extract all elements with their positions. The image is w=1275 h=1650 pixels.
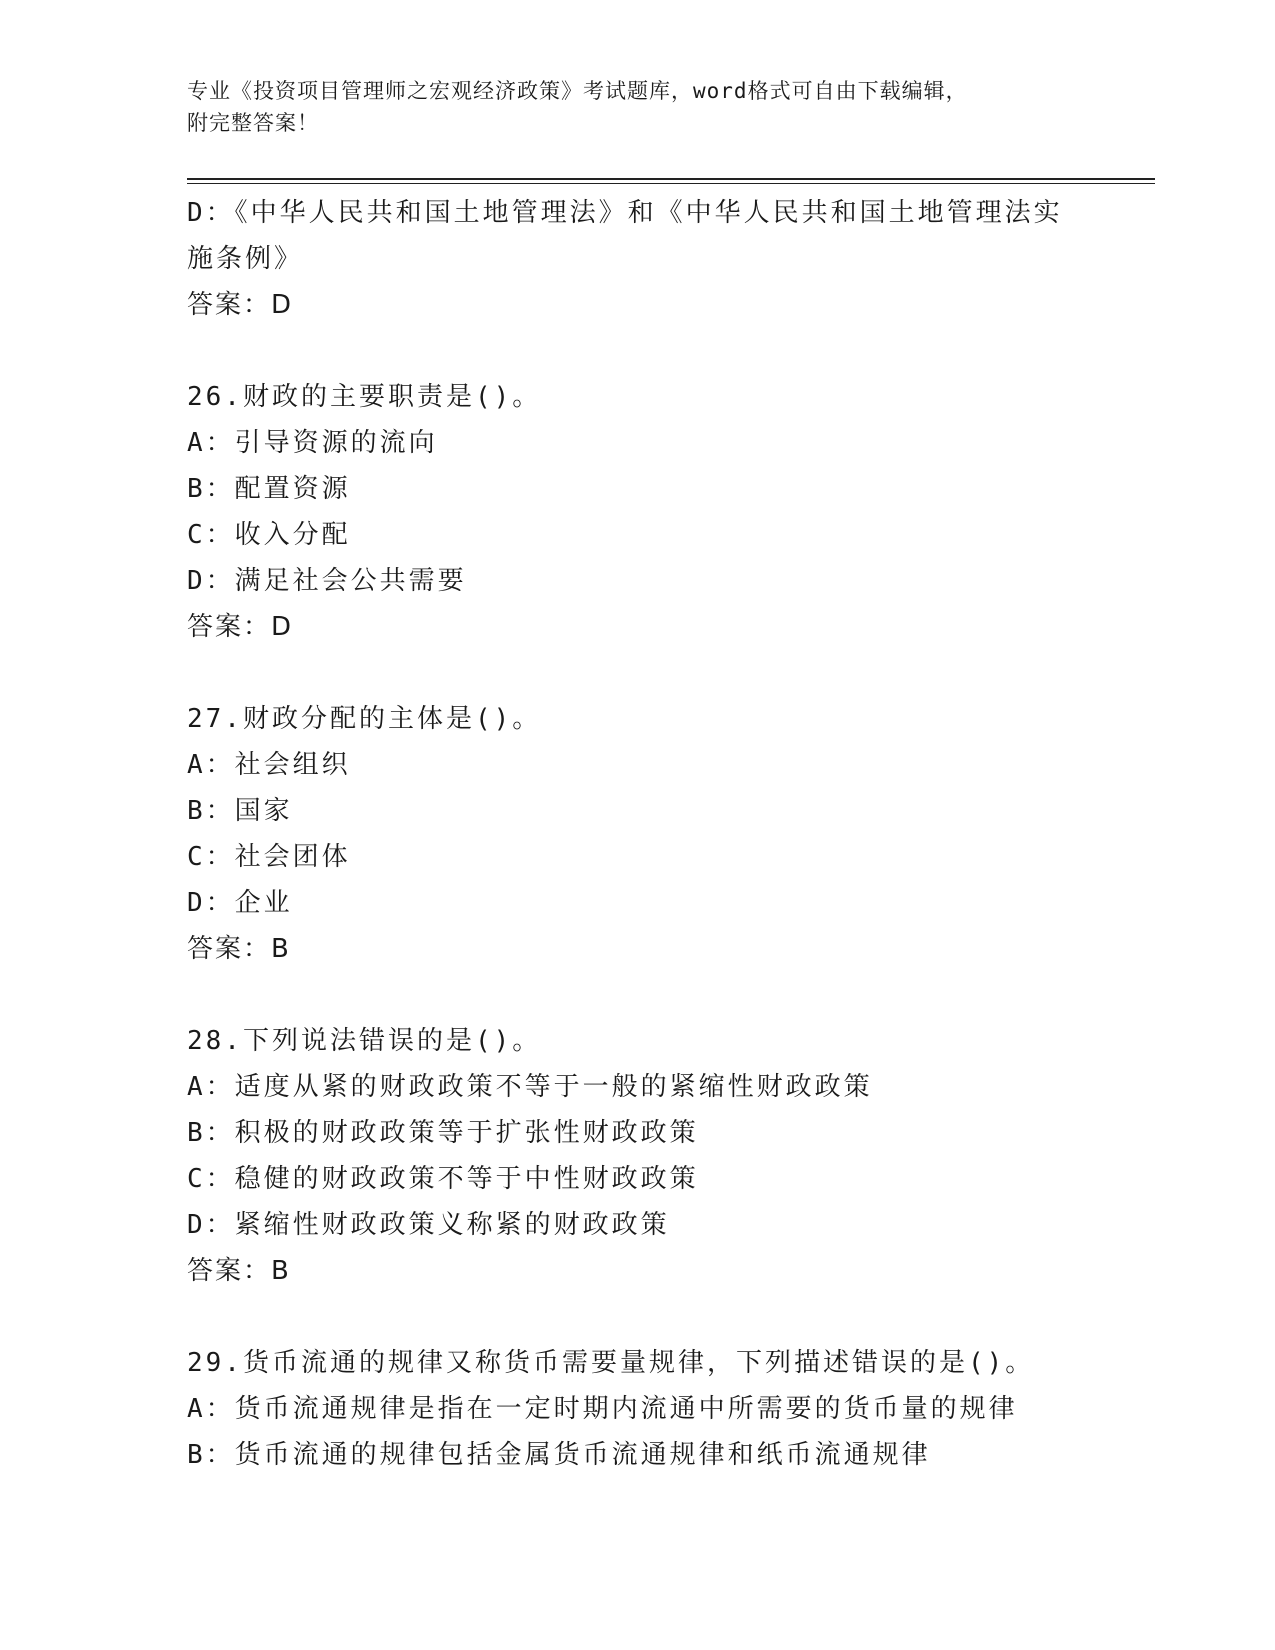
spacer: [187, 1294, 1087, 1340]
header-line-1: 专业《投资项目管理师之宏观经济政策》考试题库，word格式可自由下载编辑，: [187, 79, 968, 103]
document-header: [187, 75, 1087, 139]
answer-line: 答案：D: [187, 612, 294, 642]
option-a: A：适度从紧的财政政策不等于一般的紧缩性财政政策: [187, 1072, 873, 1102]
header-divider-thin: [187, 183, 1155, 184]
option-b: B：配置资源: [187, 474, 351, 504]
option-a: A：社会组织: [187, 750, 351, 780]
question-28: [187, 1018, 1087, 1294]
question-stem: 28.下列说法错误的是()。: [187, 1026, 542, 1056]
question-stem: 29.货币流通的规律又称货币需要量规律，下列描述错误的是()。: [187, 1348, 1035, 1378]
option-a: A：引导资源的流向: [187, 428, 438, 458]
question-stem: 27.财政分配的主体是()。: [187, 704, 542, 734]
option-a: A：货币流通规律是指在一定时期内流通中所需要的货币量的规律: [187, 1394, 1018, 1424]
spacer: [187, 650, 1087, 696]
option-d: D：紧缩性财政政策义称紧的财政政策: [187, 1210, 670, 1240]
question-list: [187, 190, 1087, 1478]
option-b: B：国家: [187, 796, 293, 826]
answer-line: 答案：D: [187, 290, 294, 320]
option-c: C：稳健的财政政策不等于中性财政政策: [187, 1164, 699, 1194]
header-divider: [187, 178, 1155, 180]
question-29: [187, 1340, 1087, 1478]
question-25-tail: [187, 190, 1087, 328]
option-d: D：企业: [187, 888, 293, 918]
option-d: D：《中华人民共和国土地管理法》和《中华人民共和国土地管理法实: [187, 198, 1063, 228]
answer-line: 答案：B: [187, 1256, 291, 1286]
header-line-2: 附完整答案！: [187, 111, 319, 135]
question-stem: 26.财政的主要职责是()。: [187, 382, 542, 412]
option-b: B：货币流通的规律包括金属货币流通规律和纸币流通规律: [187, 1440, 931, 1470]
question-26: [187, 374, 1087, 650]
option-c: C：收入分配: [187, 520, 351, 550]
answer-line: 答案：B: [187, 934, 291, 964]
spacer: [187, 328, 1087, 374]
spacer: [187, 972, 1087, 1018]
option-d-continuation: 施条例》: [187, 244, 304, 274]
option-b: B：积极的财政政策等于扩张性财政政策: [187, 1118, 699, 1148]
option-d: D：满足社会公共需要: [187, 566, 467, 596]
option-c: C：社会团体: [187, 842, 351, 872]
question-27: [187, 696, 1087, 972]
